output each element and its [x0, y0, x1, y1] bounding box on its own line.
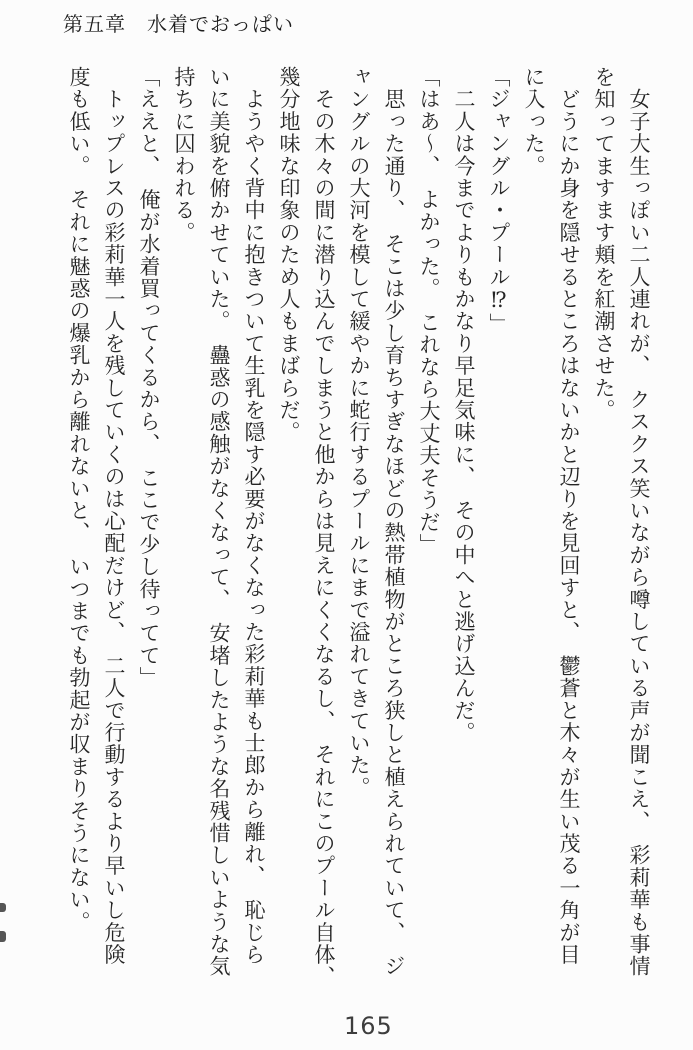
text-line: 二人は今までよりもかなり早足気味に、 その中へと逃げ込んだ。	[452, 66, 476, 744]
chapter-header: 第五章 水着でおっぱい	[63, 14, 294, 36]
body-text	[56, 66, 656, 1008]
text-line: 度も低い。 それに魅惑の爆乳から離れないと、 いつまでも勃起が収まりそうにない。	[67, 66, 91, 933]
text-line: ようやく背中に抱きついて生乳を隠す必要がなくなった彩莉華も士郎から離れ、 恥じら	[242, 66, 266, 966]
text-line: いに美貌を俯かせていた。 蠱惑の感触がなくなって、 安堵したような名残惜しいような気	[207, 66, 231, 978]
text-line: に入った。	[522, 66, 546, 177]
text-line: 「ジャングル・プール⁉」	[487, 66, 511, 336]
text-line: どうにか身を隠せるところはないかと辺りを見回すと、 鬱蒼と木々が生い茂る一角が目	[557, 66, 581, 966]
page-number: 165	[344, 1012, 393, 1040]
text-line: 「はあ〜、 よかった。 これなら大丈夫そうだ」	[417, 66, 441, 556]
text-line: 持ちに囚われる。	[172, 66, 196, 244]
text-line: 女子大生っぽい二人連れが、 クスクス笑いながら噂している声が聞こえ、 彩莉華も事情	[627, 66, 651, 978]
text-line: トップレスの彩莉華一人を残していくのは心配だけど、 二人で行動するより早いし危険	[102, 66, 126, 966]
text-line: 「ええと、 俺が水着買ってくるから、 ここで少し待ってて」	[137, 66, 161, 689]
scan-artifact	[0, 903, 6, 912]
text-line: 幾分地味な印象のため人もまばらだ。	[277, 66, 301, 444]
text-line: 思った通り、 そこは少し育ちすぎなほどの熱帯植物がところ狭しと植えられていて、 ジ	[382, 66, 406, 978]
text-line: を知ってますます頬を紅潮させた。	[592, 66, 616, 422]
text-line: ャングルの大河を模して緩やかに蛇行するプールにまで溢れてきていた。	[347, 66, 371, 799]
text-line: その木々の間に潜り込んでしまうと他からは見えにくくなるし、 それにこのプール自体、	[312, 66, 336, 988]
scan-artifact	[0, 931, 6, 942]
